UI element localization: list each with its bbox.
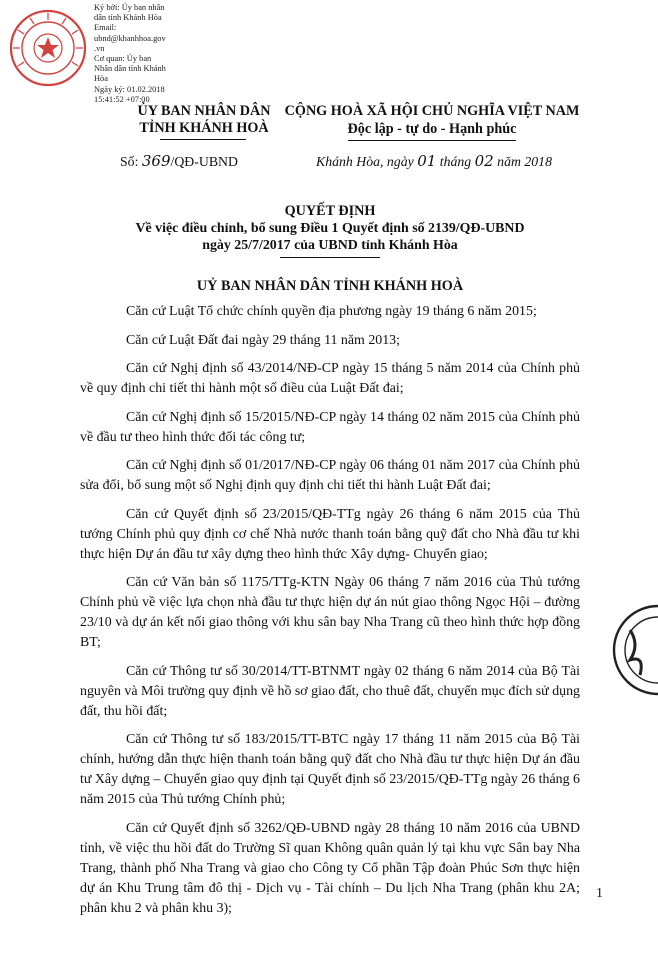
digital-signature-info — [94, 3, 206, 105]
paragraph: Căn cứ Quyết định số 23/2015/QĐ-TTg ngày 26 tháng 6 năm 2015 của Thủ tướng Chính phủ quy định cơ chế Nhà nước thanh toán bằng quỹ đất cho Nhà đầu tư khi thực hiện Dự án đầu tư xây dựng theo hình thức Xây dựng- Chuyển giao; — [80, 506, 580, 562]
document-number — [120, 152, 238, 170]
sig-line: 15:41:52 +07:00 — [94, 94, 150, 104]
sig-line: Ngày ký: 01.02.2018 — [94, 84, 165, 94]
sig-line: ubnd@khanhhoa.gov — [94, 33, 166, 43]
paragraph: Căn cứ Luật Tổ chức chính quyền địa phương ngày 19 tháng 6 năm 2015; — [126, 304, 537, 319]
sig-line: Email: — [94, 23, 117, 33]
decision-subtitle-line1: Về việc điều chỉnh, bổ sung Điều 1 Quyết định số 2139/QĐ-UBND — [135, 221, 525, 236]
number-handwritten: 369 — [141, 152, 171, 170]
title-underline — [280, 257, 380, 258]
number-suffix: /QĐ-UBND — [170, 154, 238, 169]
decision-title: QUYẾT ĐỊNH — [284, 203, 376, 219]
page-number: 1 — [596, 886, 603, 901]
org-name-line1: ỦY BAN NHÂN DÂN — [137, 103, 271, 119]
sig-line: .vn — [94, 43, 105, 53]
org-underline — [160, 139, 246, 140]
date-month-label: tháng — [439, 154, 472, 169]
sig-line: Hòa — [94, 74, 108, 84]
official-seal-icon — [8, 8, 88, 88]
paragraph: Căn cứ Thông tư số 30/2014/TT-BTNMT ngày 02 tháng 6 năm 2014 của Bộ Tài nguyên và Môi trường quy định về hồ sơ giao đất, cho thuê đất, chuyển mục đích sử dụng đất, thu hồi đất; — [80, 663, 580, 719]
paragraph: Căn cứ Thông tư số 183/2015/TT-BTC ngày 17 tháng 11 năm 2015 của Bộ Tài chính, hướng dẫn thực hiện thanh toán bằng quỹ đất cho Nhà đầu tư thực hiện Dự án đầu tư Xây dựng – Chuyển giao quy định tại Quyết định số 23/2015/QĐ-TTg ngày 26 tháng 6 năm 2015 của Thủ tướng Chính phủ; — [80, 732, 580, 807]
sig-line: Ký bởi: Ủy ban nhân — [94, 3, 165, 12]
sig-line: Cơ quan: Ủy ban — [94, 54, 152, 64]
decision-subtitle-line2: ngày 25/7/2017 của UBND tỉnh Khánh Hòa — [202, 238, 458, 253]
paragraph: Căn cứ Nghị định số 15/2015/NĐ-CP ngày 14 tháng 02 năm 2015 của Chính phủ về đầu tư theo hình thức đối tác công tư; — [80, 409, 580, 445]
paragraph: Căn cứ Nghị định số 01/2017/NĐ-CP ngày 06 tháng 01 năm 2017 của Chính phủ sửa đổi, bổ sung một số Nghị định quy định chi tiết thi hành Luật Đất đai; — [80, 458, 580, 493]
paragraph: Căn cứ Quyết định số 3262/QĐ-UBND ngày 28 tháng 10 năm 2016 của UBND tỉnh, về việc thu hồi đất do Trường Sĩ quan Không quân quản lý tại khu vực Sân bay Nha Trang, thành phố Nha Trang và giao cho Công ty Cổ phần Tập đoàn Phúc Sơn thực hiện dự án Khu Trung tâm đô thị - Dịch vụ - Tài chính – Du lịch Nha Trang (phân khu 2A; phân khu 2 và phân khu 3); — [80, 820, 580, 916]
sig-line: Nhân dân tỉnh Khánh — [94, 64, 166, 74]
org-name-line2: TỈNH KHÁNH HOÀ — [139, 120, 269, 136]
issuing-authority: UỶ BAN NHÂN DÂN TỈNH KHÁNH HOÀ — [196, 278, 464, 294]
document-date — [316, 152, 552, 170]
partial-seal-icon — [600, 600, 658, 700]
document-body — [80, 302, 580, 927]
date-month: 02 — [474, 152, 494, 170]
date-prefix: Khánh Hòa, ngày — [316, 154, 414, 169]
date-suffix: năm 2018 — [497, 154, 552, 169]
paragraph: Căn cứ Nghị định số 43/2014/NĐ-CP ngày 15 tháng 5 năm 2014 của Chính phủ về quy định chi tiết thi hành một số điều của Luật Đất đai; — [80, 361, 580, 396]
motto-underline — [348, 140, 516, 141]
number-prefix: Số: — [120, 154, 139, 169]
paragraph: Căn cứ Luật Đất đai ngày 29 tháng 11 năm 2013; — [126, 332, 400, 348]
sig-line: dân tỉnh Khánh Hòa — [94, 13, 162, 23]
nation-motto: Độc lập - tự do - Hạnh phúc — [347, 121, 517, 137]
date-day: 01 — [417, 152, 437, 170]
nation-name: CỘNG HOÀ XÃ HỘI CHỦ NGHĨA VIỆT NAM — [284, 103, 580, 119]
paragraph: Căn cứ Văn bản số 1175/TTg-KTN Ngày 06 tháng 7 năm 2016 của Thủ tướng Chính phủ về việc lựa chọn nhà đầu tư thực hiện dự án nút giao thông Ngọc Hội – đường 23/10 và dự án kết nối giao thông với khu sân bay Nha Trang cũ theo hình thức hợp đồng BT; — [80, 575, 580, 650]
